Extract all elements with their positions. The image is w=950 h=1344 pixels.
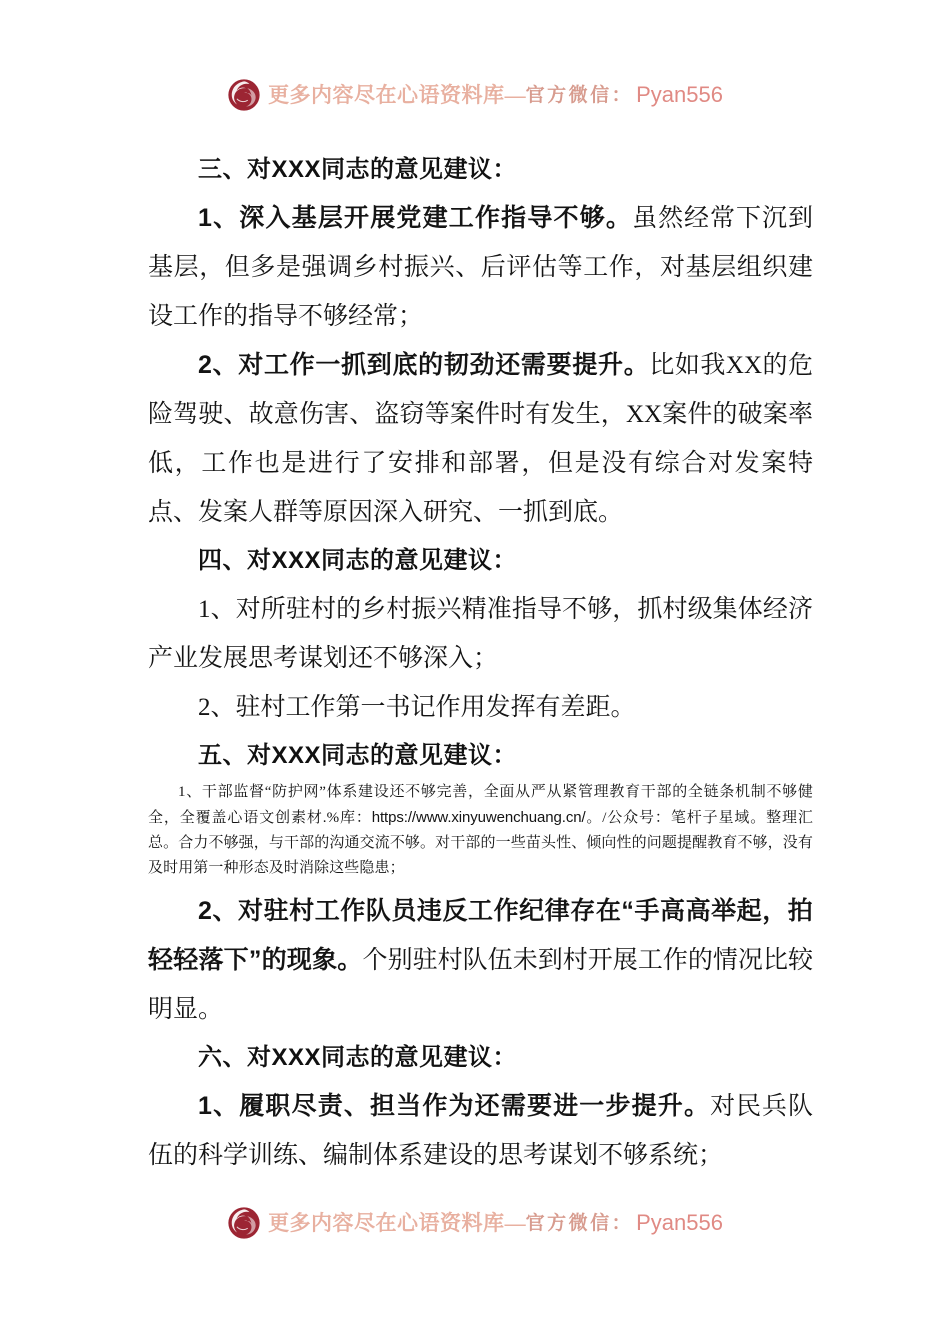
- section-heading-6: 六、对XXX同志的意见建议：: [198, 1044, 518, 1071]
- watermark-dash: —: [504, 82, 526, 107]
- watermark-primary-text: 更多内容尽在心语资料库: [268, 82, 505, 107]
- watermark-primary-text: 更多内容尽在心语资料库: [268, 1210, 505, 1235]
- item-body: 虽然经常下沉到基层，但多是强调乡村振兴、后评估等工作，对基层组织建设工作的指导不够经常；: [148, 205, 813, 330]
- section-heading-4: 四、对XXX同志的意见建议：: [198, 547, 518, 574]
- item-body: 1、对所驻村的乡村振兴精准指导不够，抓村级集体经济产业发展思考谋划还不够深入；: [148, 596, 813, 672]
- item-body: 2、驻村工作第一书记作用发挥有差距。: [198, 694, 636, 721]
- embedded-url: https://www.xinyuwenchuang.cn/: [371, 809, 586, 826]
- item-lead: 2、对工作一抓到底的韧劲还需要提升。: [198, 351, 650, 379]
- item-body: 对民兵队伍的科学训练、编制体系建设的思考谋划不够系统；: [148, 1093, 813, 1169]
- fish-swirl-logo-icon: [227, 1206, 261, 1240]
- watermark-top: [0, 78, 950, 112]
- section-5-item-2: [148, 887, 813, 1034]
- section-6-item-1: [148, 1082, 813, 1180]
- section-3-item-1: [148, 194, 813, 341]
- section-3-item-2: [148, 341, 813, 537]
- section-heading-3: 三、对XXX同志的意见建议：: [198, 156, 518, 183]
- item-body-after-url: 。/公众号：笔杆子星域。整理汇总。合力不够强，与干部的沟通交流不够。对干部的一些苗头性、倾向性的问题提醒教育不够，没有及时用第一种形态及时消除这些隐患；: [148, 810, 813, 876]
- item-lead: 2、对驻村工作队员违反工作纪律存在“手高高举起，拍轻轻落下”的现象。: [148, 897, 813, 974]
- section-4-item-2: [148, 683, 813, 732]
- item-lead: 1、履职尽责、担当作为还需要进一步提升。: [198, 1092, 711, 1120]
- item-lead: 1、深入基层开展党建工作指导不够。: [198, 204, 633, 232]
- section-heading-5: 五、对XXX同志的意见建议：: [198, 742, 518, 769]
- item-body-before-url: 1、干部监督“防护网”体系建设还不够完善，全面从严从紧管理教育干部的全链条机制不够健全，全覆盖心语文创素材.%库：: [148, 784, 813, 826]
- watermark-secondary-text: 官方微信：: [525, 1212, 634, 1234]
- section-4-item-1: [148, 585, 813, 683]
- watermark-bottom: [0, 1206, 950, 1240]
- document-content: [148, 146, 813, 1180]
- item-body: 个别驻村队伍未到村开展工作的情况比较明显。: [148, 947, 813, 1023]
- section-5-item-1: [148, 780, 813, 881]
- item-body: 比如我XX的危险驾驶、故意伤害、盗窃等案件时有发生，XX案件的破案率低，工作也是进行了安排和部署，但是没有综合对发案特点、发案人群等原因深入研究、一抓到底。: [148, 352, 814, 526]
- fish-swirl-logo-icon: [227, 78, 261, 112]
- watermark-dash: —: [504, 1210, 526, 1235]
- watermark-secondary-text: 官方微信：: [525, 84, 634, 106]
- watermark-wechat-id: Pyan556: [636, 1210, 723, 1235]
- watermark-wechat-id: Pyan556: [636, 82, 723, 107]
